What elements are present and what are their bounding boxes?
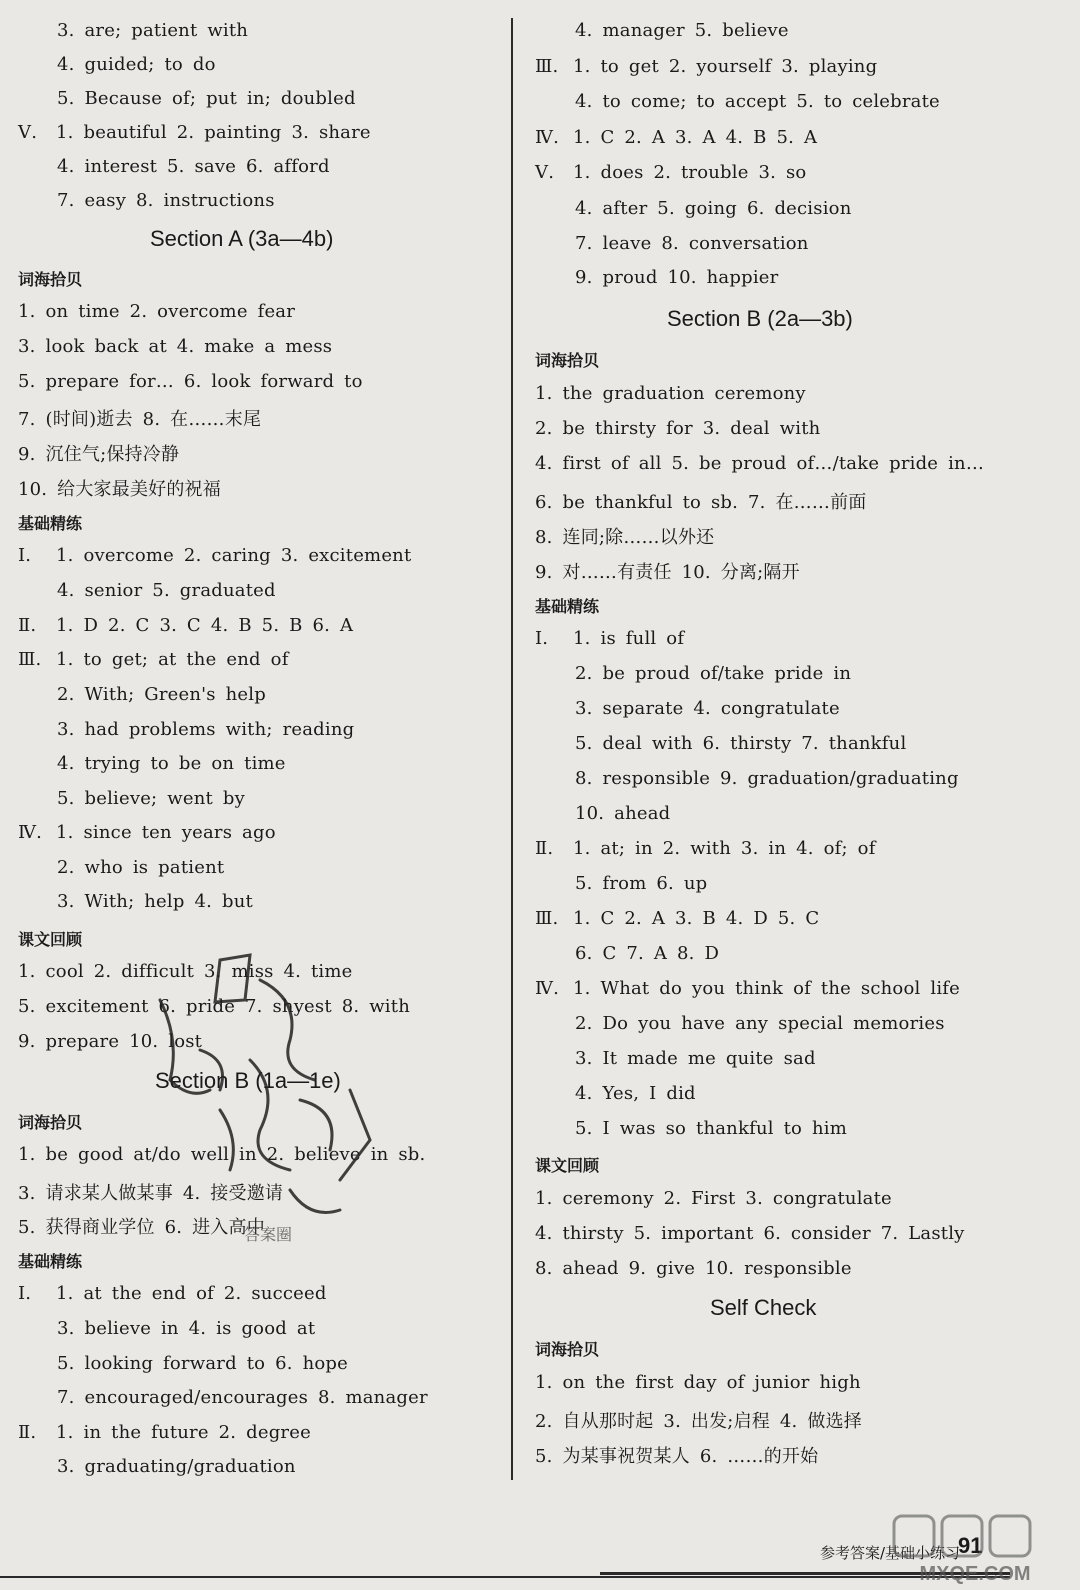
roman-numeral: Ⅴ. bbox=[18, 122, 38, 143]
roman-numeral: Ⅱ. bbox=[18, 615, 37, 636]
answer-line: 2. With; Green's help bbox=[57, 684, 266, 705]
vocab-line: 3. 请求某人做某事 4. 接受邀请 bbox=[18, 1183, 284, 1204]
section-label-basic: 基础精练 bbox=[18, 514, 83, 533]
answer-line bbox=[18, 545, 411, 566]
logo-icon bbox=[890, 1512, 1060, 1584]
answer-line bbox=[535, 628, 684, 649]
answer-text: 1. What do you think of the school life bbox=[573, 978, 960, 999]
section-heading: Section B (1a—1e) bbox=[155, 1068, 341, 1093]
section-label-basic: 基础精练 bbox=[18, 1252, 83, 1271]
roman-numeral: Ⅰ. bbox=[535, 628, 549, 649]
review-line: 8. ahead 9. give 10. responsible bbox=[535, 1258, 852, 1279]
answer-line: 5. deal with 6. thirsty 7. thankful bbox=[575, 733, 907, 754]
answer-line: 4. Yes, I did bbox=[575, 1083, 696, 1104]
answer-line: 3. separate 4. congratulate bbox=[575, 698, 840, 719]
answer-line: 9. proud 10. happier bbox=[575, 267, 779, 288]
vocab-line: 5. prepare for… 6. look forward to bbox=[18, 371, 363, 392]
roman-numeral: Ⅲ. bbox=[535, 908, 559, 929]
answer-line: 3. It made me quite sad bbox=[575, 1048, 816, 1069]
answer-line: 4. to come; to accept 5. to celebrate bbox=[575, 91, 940, 112]
answer-text: 1. at; in 2. with 3. in 4. of; of bbox=[573, 838, 876, 859]
answer-line: 4. manager 5. believe bbox=[575, 20, 789, 41]
answer-line: 10. ahead bbox=[575, 803, 671, 824]
answer-text: 1. C 2. A 3. A 4. B 5. A bbox=[573, 127, 818, 148]
vocab-line: 5. 获得商业学位 6. 进入高中 bbox=[18, 1217, 265, 1238]
answer-line: 5. from 6. up bbox=[575, 873, 708, 894]
review-line: 1. cool 2. difficult 3. miss 4. time bbox=[18, 961, 353, 982]
answer-line bbox=[535, 908, 819, 929]
vocab-line: 5. 为某事祝贺某人 6. ……的开始 bbox=[535, 1446, 819, 1467]
page-number: 91 bbox=[958, 1533, 983, 1558]
vocab-line: 2. be thirsty for 3. deal with bbox=[535, 418, 821, 439]
vocab-line: 3. look back at 4. make a mess bbox=[18, 336, 333, 357]
answer-line: 3. With; help 4. but bbox=[57, 891, 253, 912]
answer-text: 1. at the end of 2. succeed bbox=[56, 1283, 327, 1304]
roman-numeral: Ⅳ. bbox=[535, 127, 560, 148]
answer-line: 2. who is patient bbox=[57, 857, 225, 878]
review-line: 9. prepare 10. lost bbox=[18, 1031, 203, 1052]
answer-line bbox=[535, 838, 876, 859]
answer-line bbox=[18, 615, 353, 636]
roman-numeral: Ⅰ. bbox=[18, 1283, 32, 1304]
handwritten-stamp bbox=[140, 940, 400, 1250]
roman-numeral: Ⅲ. bbox=[535, 56, 559, 77]
answer-line: 3. graduating/graduation bbox=[57, 1456, 296, 1477]
roman-numeral: Ⅱ. bbox=[535, 838, 554, 859]
answer-line: 7. easy 8. instructions bbox=[57, 190, 275, 211]
answer-line: 7. encouraged/encourages 8. manager bbox=[57, 1387, 428, 1408]
section-label-vocab: 词海拾贝 bbox=[18, 270, 83, 289]
answer-line: 4. trying to be on time bbox=[57, 753, 286, 774]
vocab-line: 8. 连同;除……以外还 bbox=[535, 527, 715, 548]
stamp-text: 答案圈 bbox=[243, 1225, 293, 1244]
footer-label: 参考答案/基础小练习 bbox=[819, 1544, 960, 1562]
section-label-vocab: 词海拾贝 bbox=[18, 1113, 83, 1132]
vocab-line: 1. the graduation ceremony bbox=[535, 383, 806, 404]
section-label-vocab: 词海拾贝 bbox=[535, 351, 600, 370]
column-divider bbox=[511, 18, 513, 1480]
answer-line: 4. after 5. going 6. decision bbox=[575, 198, 852, 219]
section-label-basic: 基础精练 bbox=[535, 597, 600, 616]
answer-line: 3. are; patient with bbox=[57, 20, 249, 41]
answer-text: 1. to get 2. yourself 3. playing bbox=[573, 56, 878, 77]
answer-line: 4. guided; to do bbox=[57, 54, 216, 75]
answer-text: 1. overcome 2. caring 3. excitement bbox=[56, 545, 412, 566]
vocab-line: 1. on the first day of junior high bbox=[535, 1372, 861, 1393]
watermark-logo bbox=[890, 1512, 1060, 1584]
answer-line: 3. believe in 4. is good at bbox=[57, 1318, 316, 1339]
vocab-line: 1. be good at/do well in 2. believe in sb. bbox=[18, 1144, 426, 1165]
answer-line: 4. interest 5. save 6. afford bbox=[57, 156, 330, 177]
section-heading: Section B (2a—3b) bbox=[667, 306, 853, 331]
review-line: 5. excitement 6. pride 7. shyest 8. with bbox=[18, 996, 410, 1017]
answer-text: 1. in the future 2. degree bbox=[56, 1422, 311, 1443]
answer-line: 2. Do you have any special memories bbox=[575, 1013, 945, 1034]
roman-numeral: Ⅱ. bbox=[18, 1422, 37, 1443]
answer-text: 1. to get; at the end of bbox=[56, 649, 289, 670]
review-line: 4. thirsty 5. important 6. consider 7. Lastly bbox=[535, 1223, 965, 1244]
section-label-review: 课文回顾 bbox=[535, 1156, 600, 1175]
section-label-review: 课文回顾 bbox=[18, 930, 83, 949]
footer-rule bbox=[0, 1576, 1010, 1578]
answer-text: 1. does 2. trouble 3. so bbox=[573, 162, 807, 183]
answer-text: 1. D 2. C 3. C 4. B 5. B 6. A bbox=[56, 615, 354, 636]
section-heading: Self Check bbox=[710, 1295, 817, 1320]
vocab-line: 7. (时间)逝去 8. 在……末尾 bbox=[18, 409, 262, 430]
answer-text: 1. since ten years ago bbox=[56, 822, 276, 843]
roman-numeral: Ⅴ. bbox=[535, 162, 555, 183]
vocab-line: 2. 自从那时起 3. 出发;启程 4. 做选择 bbox=[535, 1411, 862, 1432]
section-heading: Section A (3a—4b) bbox=[150, 226, 334, 251]
answer-line bbox=[535, 978, 960, 999]
answer-line bbox=[18, 1422, 311, 1443]
roman-numeral: Ⅲ. bbox=[18, 649, 42, 670]
answer-line: 4. senior 5. graduated bbox=[57, 580, 276, 601]
answer-text: 1. is full of bbox=[573, 628, 685, 649]
answer-line: 8. responsible 9. graduation/graduating bbox=[575, 768, 959, 789]
answer-text: 1. C 2. A 3. B 4. D 5. C bbox=[573, 908, 820, 929]
answer-line: 7. leave 8. conversation bbox=[575, 233, 809, 254]
answer-line: 5. Because of; put in; doubled bbox=[57, 88, 356, 109]
answer-line bbox=[18, 1283, 327, 1304]
roman-numeral: Ⅳ. bbox=[18, 822, 43, 843]
answer-line: 3. had problems with; reading bbox=[57, 719, 355, 740]
answer-line bbox=[18, 822, 276, 843]
roman-numeral: Ⅳ. bbox=[535, 978, 560, 999]
roman-numeral: Ⅰ. bbox=[18, 545, 32, 566]
answer-line bbox=[18, 649, 289, 670]
answer-line: 5. I was so thankful to him bbox=[575, 1118, 848, 1139]
vocab-line: 9. 沉住气;保持冷静 bbox=[18, 444, 180, 465]
answer-text: 1. beautiful 2. painting 3. share bbox=[56, 122, 371, 143]
vocab-line: 1. on time 2. overcome fear bbox=[18, 301, 296, 322]
vocab-line: 10. 给大家最美好的祝福 bbox=[18, 479, 221, 500]
answer-line: 5. believe; went by bbox=[57, 788, 245, 809]
answer-line bbox=[535, 162, 806, 183]
answer-line bbox=[18, 122, 371, 143]
section-label-vocab: 词海拾贝 bbox=[535, 1340, 600, 1359]
vocab-line: 4. first of all 5. be proud of…/take pride in… bbox=[535, 453, 985, 474]
vocab-line: 9. 对……有责任 10. 分离;隔开 bbox=[535, 562, 800, 583]
answer-line: 6. C 7. A 8. D bbox=[575, 943, 720, 964]
review-line: 1. ceremony 2. First 3. congratulate bbox=[535, 1188, 892, 1209]
answer-line bbox=[535, 56, 877, 77]
vocab-line: 6. be thankful to sb. 7. 在……前面 bbox=[535, 492, 867, 513]
answer-line: 2. be proud of/take pride in bbox=[575, 663, 852, 684]
logo-text: MXQE.COM bbox=[919, 1563, 1031, 1584]
answer-line: 5. looking forward to 6. hope bbox=[57, 1353, 349, 1374]
answer-line bbox=[535, 127, 817, 148]
